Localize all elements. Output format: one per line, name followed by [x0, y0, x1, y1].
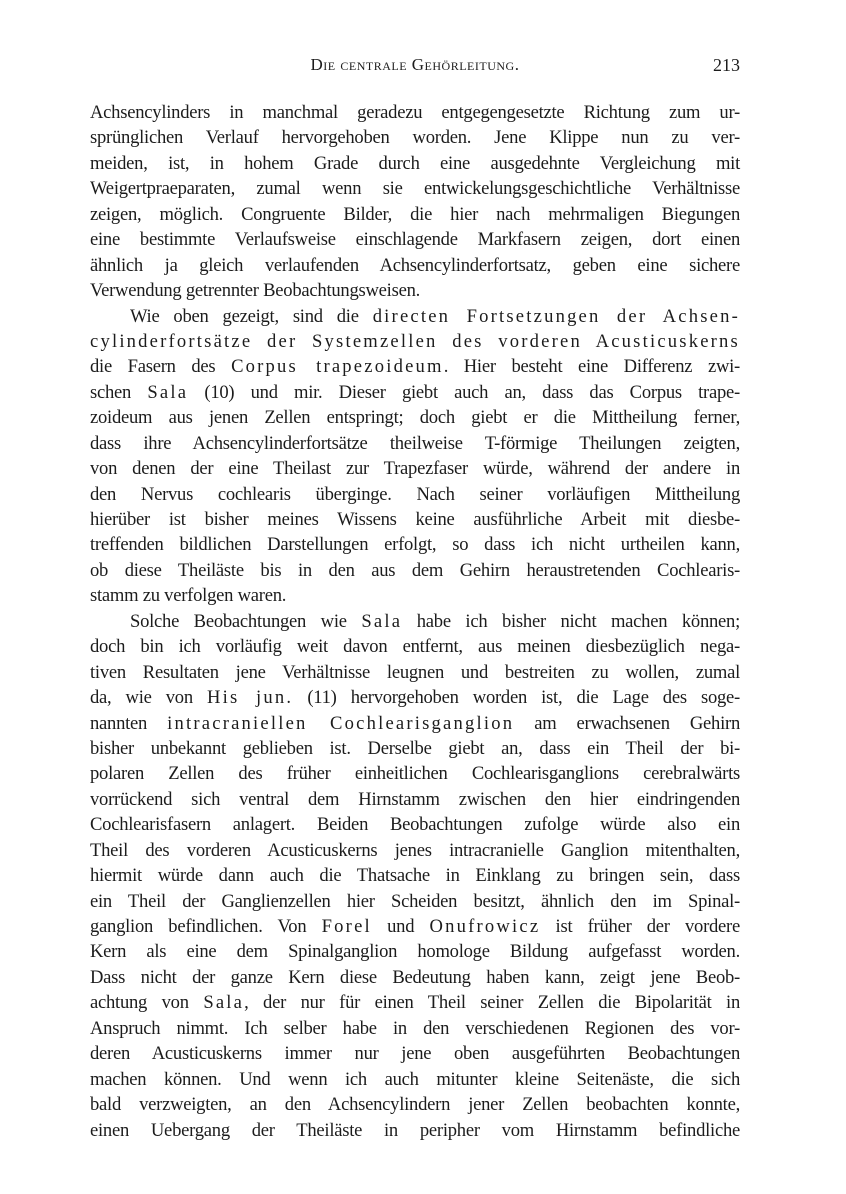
- text-line: [90, 685, 740, 710]
- text-line: [90, 736, 740, 761]
- text-line: [90, 914, 740, 939]
- text-line: [90, 863, 740, 888]
- text-line-content: [90, 761, 740, 786]
- emphasized-spaced-text: Sala: [147, 381, 189, 403]
- text-line-content: [90, 354, 740, 379]
- text-line-content: [90, 838, 740, 863]
- text-line: [90, 1067, 740, 1092]
- text-line: [90, 583, 740, 608]
- text-line-content: [90, 1041, 740, 1066]
- text-line: [90, 889, 740, 914]
- text-line: [90, 354, 740, 379]
- text-line: [90, 227, 740, 252]
- text-line-content: [90, 1067, 740, 1092]
- text-line: [90, 278, 740, 303]
- text-line: [90, 660, 740, 685]
- text-run: am erwachsenen Gehirn: [514, 712, 740, 734]
- text-run: stamm zu verfolgen waren.: [90, 585, 287, 607]
- text-line-content: [90, 227, 740, 252]
- text-run: und: [371, 916, 430, 937]
- text-line: [90, 405, 740, 430]
- page-number: 213: [713, 55, 740, 75]
- text-run: doch bin ich vorläufig weit davon entfernt, aus meinen diesbezüglich nega-: [90, 636, 740, 658]
- text-run: polaren Zellen des früher einheitlichen Cochlearisganglions cerebralwärts: [90, 763, 740, 785]
- text-run: sprünglichen Verlauf hervorgehoben worden. Jene Klippe nun zu ver-: [90, 127, 740, 149]
- text-line-content: [90, 965, 740, 990]
- text-run: schen: [90, 381, 148, 403]
- text-line-content: [90, 583, 740, 608]
- text-run: . Hier besteht eine Differenz zwi-: [443, 356, 740, 378]
- text-line: [90, 1092, 740, 1117]
- text-run: hiermit würde dann auch die Thatsache in Einklang zu bringen sein, dass: [90, 865, 740, 887]
- text-line-content: [90, 736, 740, 761]
- text-line-content: [90, 202, 740, 227]
- text-line-content: [90, 914, 740, 939]
- text-line: [90, 151, 740, 176]
- text-run: treffenden bildlichen Darstellungen erfolgt, so dass ich nicht urtheilen kann,: [90, 534, 740, 556]
- running-title: Die centrale Gehörleitung.: [310, 55, 520, 74]
- text-line: [90, 1118, 740, 1143]
- text-run: zoideum aus jenen Zellen entspringt; doch giebt er die Mittheilung ferner,: [90, 407, 740, 429]
- text-line-content: [90, 558, 740, 583]
- text-line-content: [90, 278, 740, 303]
- text-line-content: [90, 532, 740, 557]
- text-line-content: [90, 380, 740, 405]
- text-run: nannten: [90, 712, 168, 734]
- text-run: (11) hervorgehoben worden ist, die Lage des soge-: [293, 687, 740, 709]
- text-run: deren Acusticuskerns immer nur jene oben ausgeführten Beobachtungen: [90, 1043, 740, 1065]
- text-line: [90, 202, 740, 227]
- text-run: Cochlearisfasern anlagert. Beiden Beobachtungen zufolge würde also ein: [90, 814, 740, 836]
- text-run: habe ich bisher nicht machen können;: [402, 610, 741, 632]
- text-line: [90, 482, 740, 507]
- text-line: [90, 431, 740, 456]
- text-line: [90, 634, 740, 659]
- text-run: bald verzweigten, an den Achsencylindern jener Zellen beobachten konnte,: [90, 1094, 740, 1116]
- text-run: da, wie von: [90, 687, 208, 709]
- text-line: [90, 939, 740, 964]
- text-line-content: [90, 176, 740, 201]
- text-run: zeigen, möglich. Congruente Bilder, die hier nach mehrmaligen Biegungen: [90, 203, 740, 225]
- text-run: Anspruch nimmt. Ich selber habe in den verschiedenen Regionen des vor-: [90, 1017, 740, 1039]
- text-run: den Nervus cochlearis überginge. Nach seiner vorläufigen Mittheilung: [90, 483, 740, 505]
- text-line-content: [90, 253, 740, 278]
- text-run: Solche Beobachtungen wie: [130, 610, 362, 632]
- text-line-content: [90, 990, 740, 1015]
- text-line-content: [90, 787, 740, 812]
- text-run: (10) und mir. Dieser giebt auch an, dass das Corpus trape-: [188, 381, 740, 403]
- text-line-content: [90, 863, 740, 888]
- text-line-content: [90, 812, 740, 837]
- text-run: achtung von: [90, 992, 204, 1014]
- text-line: [90, 507, 740, 532]
- text-line-content: [90, 1016, 740, 1041]
- text-line: [90, 125, 740, 150]
- emphasized-spaced-text: Forel: [321, 916, 372, 937]
- text-line-content: [90, 711, 740, 736]
- text-run: Verwendung getrennter Beobachtungsweisen.: [90, 280, 421, 302]
- text-run: ähnlich ja gleich verlaufenden Achsencylinderfortsatz, geben eine sichere: [90, 254, 740, 276]
- text-line: [90, 558, 740, 583]
- text-line-content: [90, 482, 740, 507]
- text-line-content: [90, 889, 740, 914]
- text-line: [90, 100, 740, 125]
- text-line: [90, 838, 740, 863]
- emphasized-spaced-text: His jun.: [207, 687, 294, 709]
- text-line: [90, 711, 740, 736]
- text-line: [90, 329, 740, 354]
- text-run: hierüber ist bisher meines Wissens keine ausführliche Arbeit mit diesbe-: [90, 509, 740, 530]
- text-run: die Fasern des: [90, 356, 232, 378]
- text-line: [90, 1041, 740, 1066]
- text-run: eine bestimmte Verlaufsweise einschlagende Markfasern zeigen, dort einen: [90, 229, 740, 251]
- page-header: [90, 55, 740, 81]
- text-line-content: [90, 1118, 740, 1143]
- text-line-content: [90, 125, 740, 150]
- text-run: , der nur für einen Theil seiner Zellen die Bipolarität in: [244, 992, 740, 1014]
- text-line-content: [90, 431, 740, 456]
- text-run: einen Uebergang der Theiläste in peripher vom Hirnstamm befindliche: [90, 1119, 740, 1141]
- text-line: [90, 761, 740, 786]
- text-line-content: [90, 634, 740, 659]
- text-line: [90, 609, 740, 634]
- text-run: Kern als eine dem Spinalganglion homologe Bildung aufgefasst worden.: [90, 941, 740, 963]
- text-line: [90, 253, 740, 278]
- text-run: meiden, ist, in hohem Grade durch eine ausgedehnte Vergleichung mit: [90, 152, 740, 174]
- text-run: dass ihre Achsencylinderfortsätze theilweise T-förmige Theilungen zeigten,: [90, 432, 740, 454]
- text-line: [90, 176, 740, 201]
- emphasized-spaced-text: intracraniellen Cochlearisganglion: [167, 712, 515, 734]
- text-line-content: [90, 507, 740, 532]
- emphasized-spaced-text: cylinderfortsätze der Systemzellen des vorderen Acusticuskerns: [90, 330, 740, 352]
- text-run: vorrückend sich ventral dem Hirnstamm zwischen den hier eindringenden: [90, 788, 740, 810]
- body-text: [90, 100, 740, 1143]
- text-line-content: [90, 304, 740, 329]
- text-line: [90, 304, 740, 329]
- text-run: ein Theil der Ganglienzellen hier Scheiden besitzt, ähnlich den im Spinal-: [90, 890, 740, 912]
- emphasized-spaced-text: Sala: [203, 992, 245, 1014]
- emphasized-spaced-text: Onufrowicz: [429, 916, 541, 937]
- text-run: Wie oben gezeigt, sind die: [130, 305, 373, 327]
- text-line-content: [90, 685, 740, 710]
- text-line: [90, 965, 740, 990]
- text-line-content: [90, 456, 740, 481]
- text-line-content: [90, 660, 740, 685]
- text-line: [90, 456, 740, 481]
- text-run: machen können. Und wenn ich auch mitunter kleine Seitenäste, die sich: [90, 1068, 740, 1090]
- text-line: [90, 380, 740, 405]
- text-line: [90, 1016, 740, 1041]
- text-run: tiven Resultaten jene Verhältnisse leugnen und bestreiten zu wollen, zumal: [90, 661, 740, 683]
- text-line-content: [90, 1092, 740, 1117]
- text-run: bisher unbekannt geblieben ist. Derselbe giebt an, dass ein Theil der bi-: [90, 737, 740, 759]
- text-run: Weigertpraeparaten, zumal wenn sie entwickelungsgeschichtliche Verhältnisse: [90, 178, 740, 200]
- text-run: ist früher der vordere: [540, 916, 741, 937]
- text-line-content: [90, 405, 740, 430]
- text-line: [90, 812, 740, 837]
- text-run: ob diese Theiläste bis in den aus dem Gehirn heraustretenden Cochlearis-: [90, 559, 740, 581]
- text-line-content: [90, 939, 740, 964]
- text-line: [90, 990, 740, 1015]
- text-run: Theil des vorderen Acusticuskerns jenes intracranielle Ganglion mitenthalten,: [90, 839, 740, 861]
- text-line: [90, 532, 740, 557]
- text-line: [90, 787, 740, 812]
- emphasized-spaced-text: Sala: [361, 610, 403, 632]
- text-line-content: [90, 100, 740, 125]
- text-line-content: [90, 609, 740, 634]
- text-run: ganglion befindlichen. Von: [90, 916, 322, 937]
- text-line-content: [90, 151, 740, 176]
- text-run: Achsencylinders in manchmal geradezu entgegengesetzte Richtung zum ur-: [90, 102, 740, 123]
- text-run: von denen der eine Theilast zur Trapezfaser würde, während der andere in: [90, 458, 740, 480]
- emphasized-spaced-text: Corpus trapezoideum: [231, 356, 444, 378]
- text-line-content: [90, 329, 740, 354]
- emphasized-spaced-text: directen Fortsetzungen der Achsen-: [372, 305, 740, 327]
- text-run: Dass nicht der ganze Kern diese Bedeutung haben kann, zeigt jene Beob-: [90, 966, 740, 988]
